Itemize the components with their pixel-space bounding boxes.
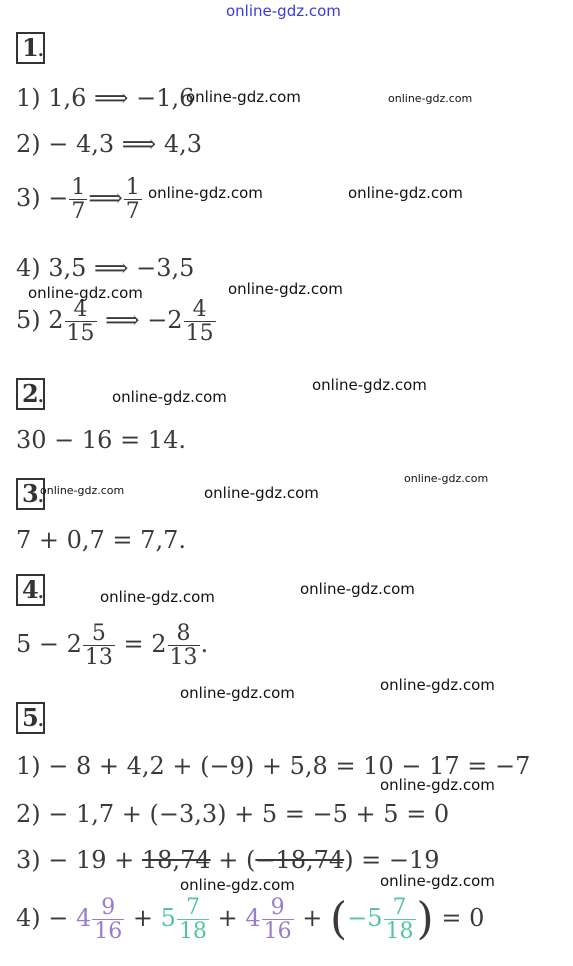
fraction: $\frac{8}{13}$ — [169, 621, 198, 671]
watermark: online-gdz.com — [380, 676, 495, 694]
watermark: online-gdz.com — [112, 388, 227, 406]
task1-line3-prefix: 3) − — [16, 184, 69, 213]
section-5-dot: . — [37, 704, 45, 732]
task5-line3: 3) − 19 + 18,74 + (−18,74) = −19 — [16, 846, 440, 874]
fraction: $\frac{4}{15}$ — [66, 297, 95, 347]
cancelled-term: 18,74 — [141, 846, 211, 874]
task5-line4: 4) − 4 $\frac{9}{16}$ + 5 $\frac{7}{18}$ + 4 $\frac{9}{16}$ + (−5 $\frac{7}{18}$ ) = 0 — [16, 893, 485, 945]
fraction-green: $\frac{7}{18}$ — [178, 895, 207, 945]
watermark: online-gdz.com — [312, 376, 427, 394]
implies-arrow: ⟹ — [88, 184, 123, 213]
section-5-number: 5 — [16, 702, 45, 734]
fraction-purple: $\frac{9}{16}$ — [94, 895, 123, 945]
fraction: $\frac{5}{13}$ — [84, 621, 113, 671]
watermark: online-gdz.com — [380, 872, 495, 890]
section-2-dot: . — [37, 380, 45, 408]
watermark: online-gdz.com — [148, 184, 263, 202]
task1-line1: 1) 1,6 ⟹ −1,6 — [16, 84, 195, 112]
watermark: online-gdz.com — [40, 484, 125, 497]
fraction-purple: $\frac{9}{16}$ — [263, 895, 292, 945]
watermark: online-gdz.com — [404, 472, 489, 485]
section-3-dot: . — [37, 480, 45, 508]
watermark: online-gdz.com — [100, 588, 215, 606]
cancelled-term: −18,74 — [255, 846, 345, 874]
section-2-number: 2 — [16, 378, 45, 410]
fraction: $\frac{1}{7}$ — [71, 175, 86, 225]
section-1-dot: . — [37, 34, 45, 62]
fraction: $\frac{4}{15}$ — [185, 297, 214, 347]
task1-line2: 2) − 4,3 ⟹ 4,3 — [16, 130, 202, 158]
task4-line: 5 − 2 $\frac{5}{13}$ = 2 $\frac{8}{13}$ . — [16, 621, 209, 671]
right-paren: ) — [416, 893, 434, 945]
fraction-green: $\frac{7}{18}$ — [385, 895, 414, 945]
watermark: online-gdz.com — [186, 88, 301, 106]
watermark: online-gdz.com — [348, 184, 463, 202]
watermark: online-gdz.com — [180, 876, 295, 894]
watermark: online-gdz.com — [180, 684, 295, 702]
watermark: online-gdz.com — [228, 280, 343, 298]
section-4-number: 4 — [16, 574, 45, 606]
task5-line1: 1) − 8 + 4,2 + (−9) + 5,8 = 10 − 17 = −7 — [16, 752, 531, 780]
task2-line: 30 − 16 = 14. — [16, 426, 186, 454]
fraction: $\frac{1}{7}$ — [125, 175, 140, 225]
watermark: online-gdz.com — [204, 484, 319, 502]
watermark-top: online-gdz.com — [226, 2, 341, 20]
left-paren: ( — [329, 893, 348, 945]
section-4-dot: . — [37, 576, 45, 604]
section-3-number: 3 — [16, 478, 45, 510]
task3-line: 7 + 0,7 = 7,7. — [16, 526, 186, 554]
task1-line3 — [16, 176, 143, 223]
watermark: online-gdz.com — [300, 580, 415, 598]
section-1-number: 1 — [16, 32, 45, 64]
task1-line4: 4) 3,5 ⟹ −3,5 — [16, 254, 195, 282]
watermark: online-gdz.com — [28, 284, 143, 302]
task1-line5: 5) 2 $\frac{4}{15}$ ⟹ −2 $\frac{4}{15}$ — [16, 297, 214, 347]
task5-line2: 2) − 1,7 + (−3,3) + 5 = −5 + 5 = 0 — [16, 800, 450, 828]
watermark: online-gdz.com — [388, 92, 473, 105]
watermark: online-gdz.com — [380, 776, 495, 794]
